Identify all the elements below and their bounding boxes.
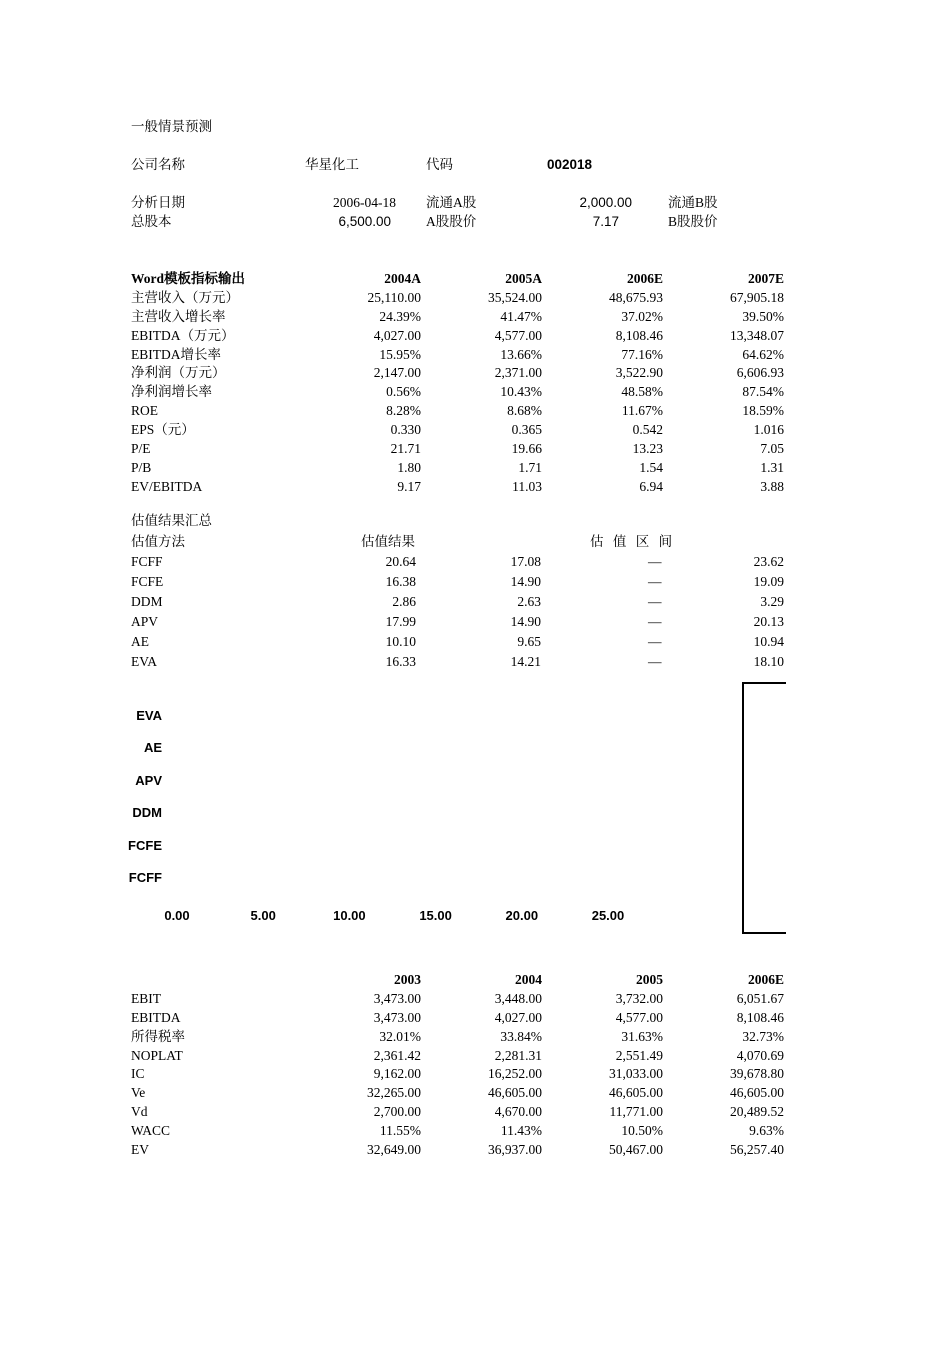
valuation-low: 17.08 — [510, 554, 541, 569]
chart-x-tick-label: 5.00 — [250, 908, 276, 923]
valuation-dash: — — [648, 634, 662, 649]
history-label: EBIT — [131, 990, 161, 1006]
indicator-row — [131, 346, 784, 365]
indicator-row — [131, 478, 784, 497]
valuation-high: 23.62 — [753, 554, 784, 569]
indicator-row — [131, 364, 784, 383]
history-value: 32,649.00 — [367, 1142, 421, 1158]
a-price-label: A股股价 — [426, 214, 477, 229]
chart-x-tick-label: 25.00 — [591, 908, 625, 923]
valuation-high: 20.13 — [753, 614, 784, 629]
history-col-header: 2005 — [636, 972, 663, 987]
indicator-value: 1.016 — [753, 422, 784, 438]
chart-category-label: DDM — [132, 805, 162, 821]
valuation-title: 估值结果汇总 — [131, 513, 212, 528]
valuation-method: EVA — [131, 654, 158, 669]
valuation-low: 2.63 — [517, 594, 541, 609]
indicator-label: 主营收入（万元） — [131, 289, 239, 305]
chart-x-tick-label: 10.00 — [333, 908, 366, 923]
history-value: 9.63% — [749, 1123, 784, 1139]
history-value: 2,700.00 — [373, 1104, 421, 1120]
history-row — [131, 1084, 784, 1103]
chart-x-tick-label: 0.00 — [164, 908, 190, 923]
valuation-method-header: 估值方法 — [131, 534, 185, 549]
indicator-row — [131, 308, 784, 327]
valuation-method: FCFE — [131, 574, 164, 589]
indicator-row — [131, 440, 784, 459]
valuation-method: AE — [131, 634, 149, 649]
history-label: Vd — [131, 1104, 148, 1120]
indicator-value: 0.542 — [632, 422, 663, 438]
history-value: 50,467.00 — [609, 1142, 663, 1158]
code-value: 002018 — [547, 157, 593, 172]
indicator-label: P/E — [131, 441, 151, 457]
indicator-value: 35,524.00 — [488, 289, 542, 305]
history-value: 3,448.00 — [494, 990, 542, 1006]
valuation-row — [131, 612, 784, 632]
history-row — [131, 1028, 784, 1047]
history-value: 3,732.00 — [615, 990, 663, 1006]
float-a-value: 2,000.00 — [579, 195, 632, 210]
history-value: 3,473.00 — [373, 1009, 421, 1025]
indicator-value: 0.330 — [390, 422, 421, 438]
b-price-label: B股股价 — [668, 214, 718, 229]
history-row — [131, 1065, 784, 1084]
history-col-header: 2004 — [515, 972, 542, 987]
valuation-header-row — [131, 532, 784, 552]
history-value: 11.55% — [379, 1123, 421, 1139]
valuation-result-header: 估值结果 — [361, 534, 415, 549]
history-value: 32,265.00 — [367, 1085, 421, 1101]
indicator-value: 6.94 — [639, 478, 663, 494]
a-price-value: 7.17 — [592, 214, 619, 229]
indicator-value: 25,110.00 — [367, 289, 421, 305]
valuation-high: 18.10 — [753, 654, 784, 669]
history-value: 20,489.52 — [730, 1104, 784, 1120]
indicator-value: 7.05 — [760, 441, 784, 457]
indicator-label: P/B — [131, 459, 152, 475]
history-col-header: 2003 — [394, 972, 421, 987]
valuation-method: APV — [131, 614, 159, 629]
valuation-chart — [110, 675, 790, 940]
indicators-title: Word模板指标输出 — [131, 271, 246, 286]
valuation-result: 16.33 — [385, 654, 416, 669]
indicator-value: 19.66 — [511, 441, 542, 457]
indicator-label: EV/EBITDA — [131, 478, 203, 494]
indicator-value: 87.54% — [742, 384, 784, 400]
chart-category-label: AE — [143, 740, 162, 756]
valuation-result: 20.64 — [385, 554, 416, 569]
page-title: 一般情景预测 — [131, 119, 212, 134]
chart-frame — [110, 675, 790, 940]
indicator-value: 39.50% — [742, 308, 784, 324]
indicator-label: 净利润增长率 — [131, 384, 212, 400]
valuation-method: DDM — [131, 594, 163, 609]
indicator-label: EBITDA增长率 — [131, 346, 221, 362]
indicator-value: 13,348.07 — [730, 327, 784, 343]
valuation-row — [131, 572, 784, 592]
indicators-header-row — [131, 270, 784, 289]
indicator-value: 2,147.00 — [373, 365, 421, 381]
valuation-row — [131, 592, 784, 612]
history-value: 4,070.69 — [736, 1047, 784, 1063]
valuation-result: 17.99 — [385, 614, 416, 629]
indicator-value: 0.56% — [386, 384, 421, 400]
indicator-value: 18.59% — [742, 403, 784, 419]
indicators-col-header: 2007E — [747, 271, 784, 286]
indicator-label: 净利润（万元） — [131, 365, 226, 381]
history-value: 3,473.00 — [373, 990, 421, 1006]
valuation-dash: — — [648, 554, 662, 569]
indicator-value: 4,027.00 — [373, 327, 421, 343]
history-value: 2,281.31 — [494, 1047, 542, 1063]
history-value: 39,678.80 — [730, 1066, 784, 1082]
indicator-value: 1.80 — [397, 459, 421, 475]
indicator-value: 67,905.18 — [730, 289, 784, 305]
indicator-value: 8.68% — [507, 403, 542, 419]
chart-category-label: EVA — [136, 708, 162, 723]
valuation-low: 14.90 — [510, 574, 541, 589]
valuation-dash: — — [648, 614, 662, 629]
valuation-dash: — — [648, 594, 662, 609]
indicator-value: 4,577.00 — [494, 327, 542, 343]
history-value: 2,551.49 — [615, 1047, 663, 1063]
indicator-value: 3.88 — [760, 478, 784, 494]
float-b-label: 流通B股 — [668, 195, 718, 210]
indicator-label: ROE — [131, 403, 158, 419]
history-value: 16,252.00 — [488, 1066, 542, 1082]
valuation-high: 3.29 — [760, 594, 784, 609]
history-value: 9,162.00 — [373, 1066, 421, 1082]
history-label: IC — [131, 1066, 145, 1082]
history-value: 4,577.00 — [615, 1009, 663, 1025]
valuation-low: 9.65 — [517, 634, 541, 649]
history-label: EV — [131, 1142, 149, 1158]
valuation-row — [131, 632, 784, 652]
indicator-row — [131, 327, 784, 346]
company-name: 华星化工 — [305, 157, 359, 172]
history-label: WACC — [131, 1123, 171, 1139]
valuation-table — [131, 532, 784, 672]
valuation-dash: — — [648, 574, 662, 589]
indicator-value: 48,675.93 — [609, 289, 663, 305]
history-value: 11.43% — [500, 1123, 542, 1139]
history-col-header: 2006E — [747, 972, 784, 987]
indicator-value: 41.47% — [500, 308, 542, 324]
indicator-label: EBITDA（万元） — [131, 327, 235, 343]
history-value: 2,361.42 — [373, 1047, 421, 1063]
indicator-value: 9.17 — [397, 478, 421, 494]
indicators-col-header: 2006E — [626, 271, 663, 286]
indicator-value: 0.365 — [511, 422, 542, 438]
indicator-value: 21.71 — [390, 441, 421, 457]
indicator-value: 6,606.93 — [736, 365, 784, 381]
history-value: 46,605.00 — [609, 1085, 663, 1101]
valuation-row — [131, 552, 784, 572]
date-value: 2006-04-18 — [333, 195, 396, 210]
history-table — [131, 971, 784, 1160]
indicator-value: 13.66% — [500, 346, 542, 362]
valuation-high: 10.94 — [753, 634, 784, 649]
indicators-table — [131, 270, 784, 497]
history-value: 6,051.67 — [736, 990, 784, 1006]
indicator-value: 8.28% — [386, 403, 421, 419]
history-value: 4,027.00 — [494, 1009, 542, 1025]
chart-x-tick-label: 20.00 — [505, 908, 539, 923]
indicators-col-header: 2005A — [505, 271, 542, 286]
valuation-method: FCFF — [131, 554, 163, 569]
indicators-col-header: 2004A — [384, 271, 421, 286]
indicator-row — [131, 402, 784, 421]
indicator-value: 1.31 — [760, 459, 784, 475]
history-value: 33.84% — [500, 1028, 542, 1044]
indicator-value: 15.95% — [379, 346, 421, 362]
valuation-high: 19.09 — [753, 574, 784, 589]
indicator-row — [131, 421, 784, 440]
indicator-value: 11.67% — [621, 403, 663, 419]
indicator-value: 8,108.46 — [615, 327, 663, 343]
indicator-row — [131, 383, 784, 402]
history-label: NOPLAT — [131, 1047, 183, 1063]
valuation-range-header: 估 值 区 间 — [590, 534, 673, 549]
history-value: 56,257.40 — [730, 1142, 784, 1158]
history-row — [131, 1103, 784, 1122]
history-row — [131, 1122, 784, 1141]
float-a-label: 流通A股 — [426, 195, 477, 210]
chart-bracket — [743, 683, 786, 933]
indicator-value: 37.02% — [621, 308, 663, 324]
indicator-value: 24.39% — [379, 308, 421, 324]
indicator-row — [131, 289, 784, 308]
valuation-result: 16.38 — [385, 574, 416, 589]
history-value: 46,605.00 — [730, 1085, 784, 1101]
history-value: 11,771.00 — [609, 1104, 663, 1120]
date-label: 分析日期 — [131, 195, 185, 210]
indicator-value: 13.23 — [632, 441, 663, 457]
history-row — [131, 1047, 784, 1066]
history-value: 31,033.00 — [609, 1066, 663, 1082]
indicator-value: 2,371.00 — [494, 365, 542, 381]
history-value: 10.50% — [621, 1123, 663, 1139]
indicator-value: 10.43% — [500, 384, 542, 400]
valuation-low: 14.21 — [510, 654, 541, 669]
chart-category-label: APV — [135, 772, 162, 788]
indicator-value: 3,522.90 — [615, 365, 663, 381]
history-header-row — [131, 971, 784, 990]
indicator-value: 11.03 — [512, 478, 542, 494]
history-value: 32.01% — [379, 1028, 421, 1044]
indicator-value: 48.58% — [621, 384, 663, 400]
chart-category-label: FCFF — [128, 870, 162, 885]
total-shares-value: 6,500.00 — [338, 214, 391, 229]
valuation-result: 2.86 — [392, 594, 416, 609]
history-value: 46,605.00 — [488, 1085, 542, 1101]
valuation-result: 10.10 — [385, 634, 416, 649]
chart-category-label: FCFE — [128, 837, 162, 853]
total-shares-label: 总股本 — [131, 214, 172, 229]
history-label: Ve — [131, 1085, 146, 1101]
indicator-label: 主营收入增长率 — [131, 308, 226, 324]
history-value: 32.73% — [742, 1028, 784, 1044]
history-row — [131, 990, 784, 1009]
valuation-row — [131, 652, 784, 672]
history-value: 8,108.46 — [736, 1009, 784, 1025]
indicator-value: 77.16% — [621, 346, 663, 362]
indicator-row — [131, 459, 784, 478]
history-value: 31.63% — [621, 1028, 663, 1044]
valuation-low: 14.90 — [510, 614, 541, 629]
code-label: 代码 — [426, 157, 453, 172]
indicator-label: EPS（元） — [131, 422, 195, 438]
indicator-value: 1.54 — [639, 459, 663, 475]
indicator-value: 1.71 — [518, 459, 542, 475]
company-label: 公司名称 — [131, 157, 185, 172]
history-value: 36,937.00 — [488, 1142, 542, 1158]
history-row — [131, 1009, 784, 1028]
history-label: 所得税率 — [131, 1028, 185, 1044]
indicator-value: 64.62% — [742, 346, 784, 362]
history-row — [131, 1141, 784, 1160]
history-value: 4,670.00 — [494, 1104, 542, 1120]
chart-x-tick-label: 15.00 — [419, 908, 452, 923]
valuation-dash: — — [648, 654, 662, 669]
history-label: EBITDA — [131, 1009, 181, 1025]
